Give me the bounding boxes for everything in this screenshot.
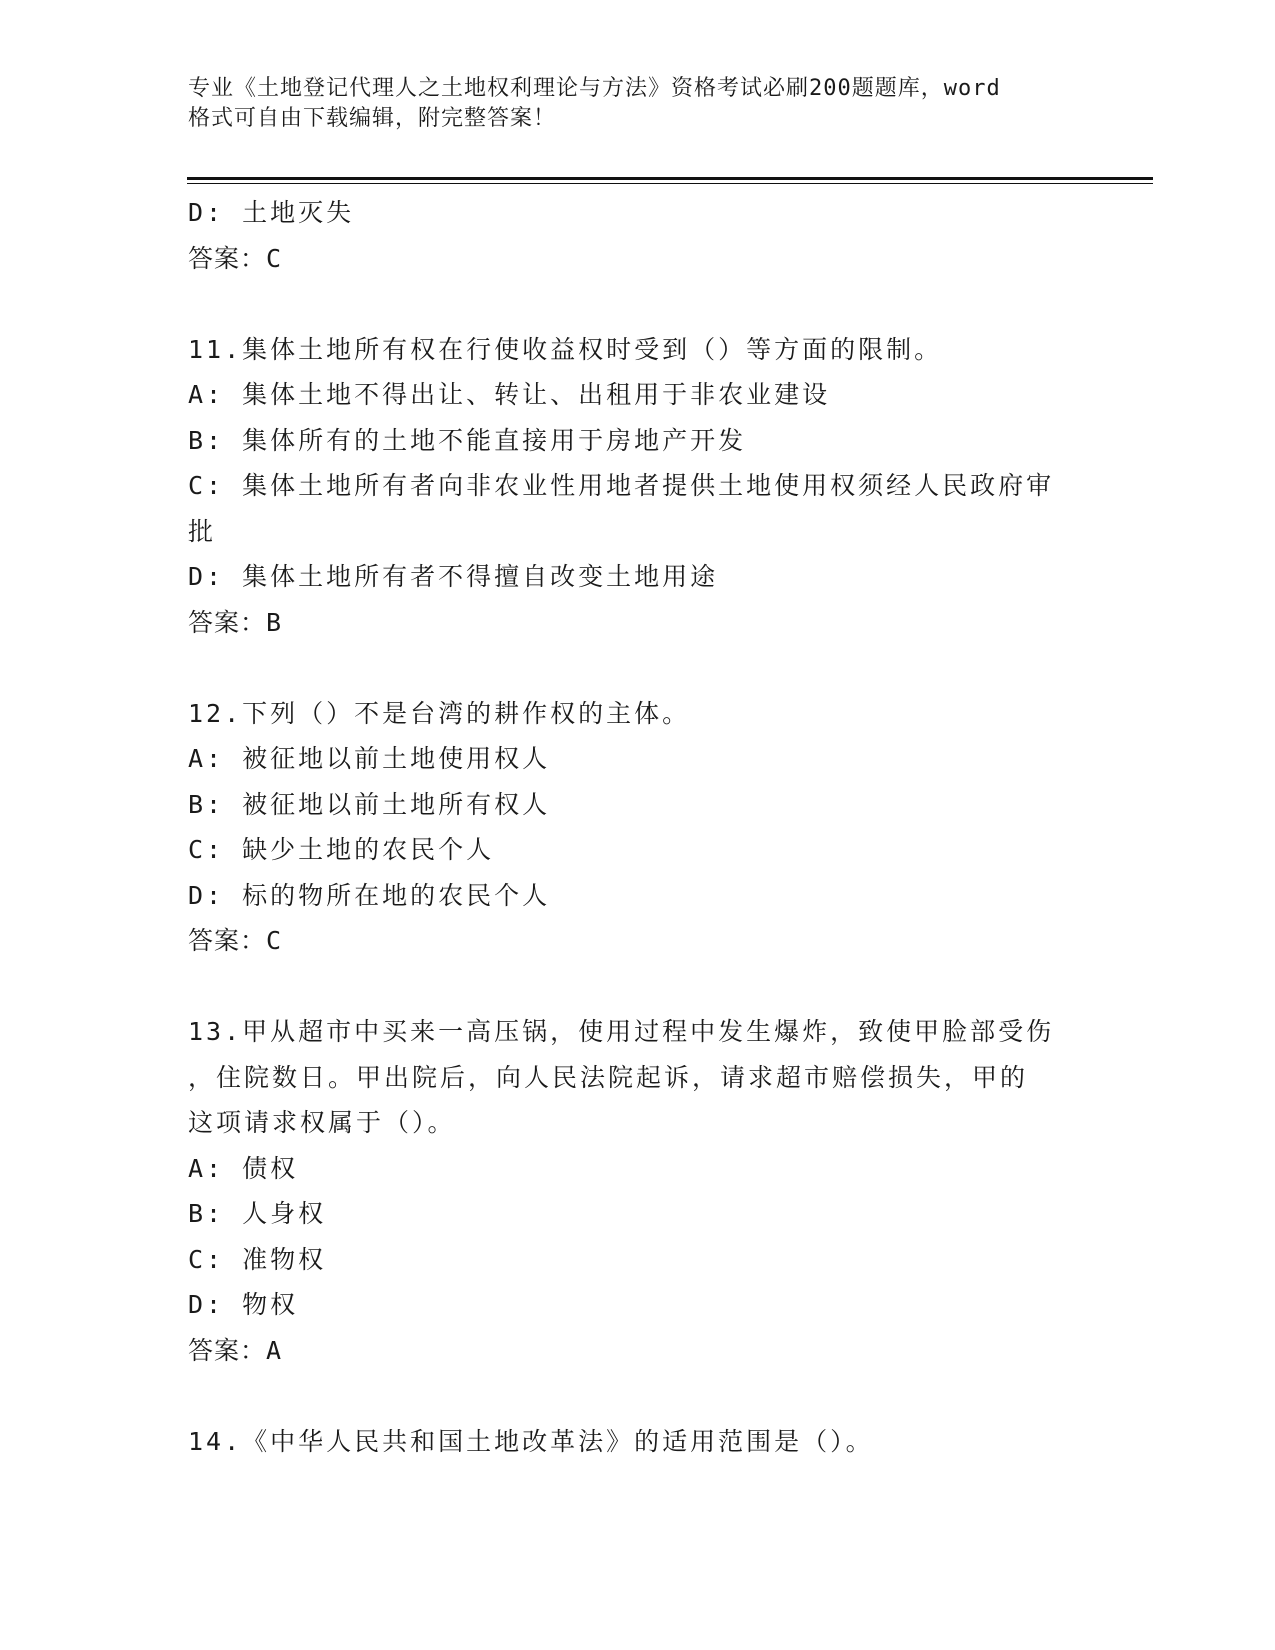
header-line-2: 格式可自由下载编辑，附完整答案！ [188,106,557,131]
question-stem-continued: 这项请求权属于（）。 [188,1108,456,1137]
previous-question-tail [188,190,1088,281]
option-c-continued: 批 [188,516,217,546]
question-stem: 13.甲从超市中买来一高压锅，使用过程中发生爆炸，致使甲脸部受伤 [188,1017,1055,1046]
question-stem: 12.下列（）不是台湾的耕作权的主体。 [188,698,691,728]
question-12 [188,691,1088,964]
answer: 答案：B [188,607,283,637]
option-c: C: 集体土地所有者向非农业性用地者提供土地使用权须经人民政府审 [188,471,1055,500]
option-c: C: 准物权 [188,1244,327,1274]
header-divider-thin [187,183,1153,184]
question-stem: 14.《中华人民共和国土地改革法》的适用范围是（）。 [188,1426,874,1456]
header-divider-thick [187,177,1153,180]
spacer [188,281,1088,327]
header-line-1: 专业《土地登记代理人之土地权利理论与方法》资格考试必刷200题题库，word [188,76,1001,101]
option-b: B: 集体所有的土地不能直接用于房地产开发 [188,425,747,455]
option-b: B: 人身权 [188,1199,327,1228]
answer: 答案：A [188,1335,283,1365]
option-c: C: 缺少土地的农民个人 [188,835,495,864]
page-header [188,74,1068,134]
option-a: A: 集体土地不得出让、转让、出租用于非农业建设 [188,380,831,409]
spacer [188,964,1088,1010]
question-stem-continued: ，住院数日。甲出院后，向人民法院起诉，请求超市赔偿损失，甲的 [188,1062,1029,1092]
option-d: D: 土地灭失 [188,198,355,227]
answer: 答案：C [188,243,283,273]
question-14 [188,1419,1088,1465]
option-a: A: 被征地以前土地使用权人 [188,744,551,773]
option-d: D: 集体土地所有者不得擅自改变土地用途 [188,562,719,591]
question-stem: 11.集体土地所有权在行使收益权时受到（）等方面的限制。 [188,334,943,364]
question-13 [188,1009,1088,1373]
option-d: D: 物权 [188,1290,299,1319]
question-11 [188,327,1088,646]
spacer [188,1373,1088,1419]
answer: 答案：C [188,926,283,955]
question-list [188,190,1088,1464]
option-d: D: 标的物所在地的农民个人 [188,880,551,910]
spacer [188,645,1088,691]
option-b: B: 被征地以前土地所有权人 [188,789,551,819]
option-a: A: 债权 [188,1153,299,1183]
